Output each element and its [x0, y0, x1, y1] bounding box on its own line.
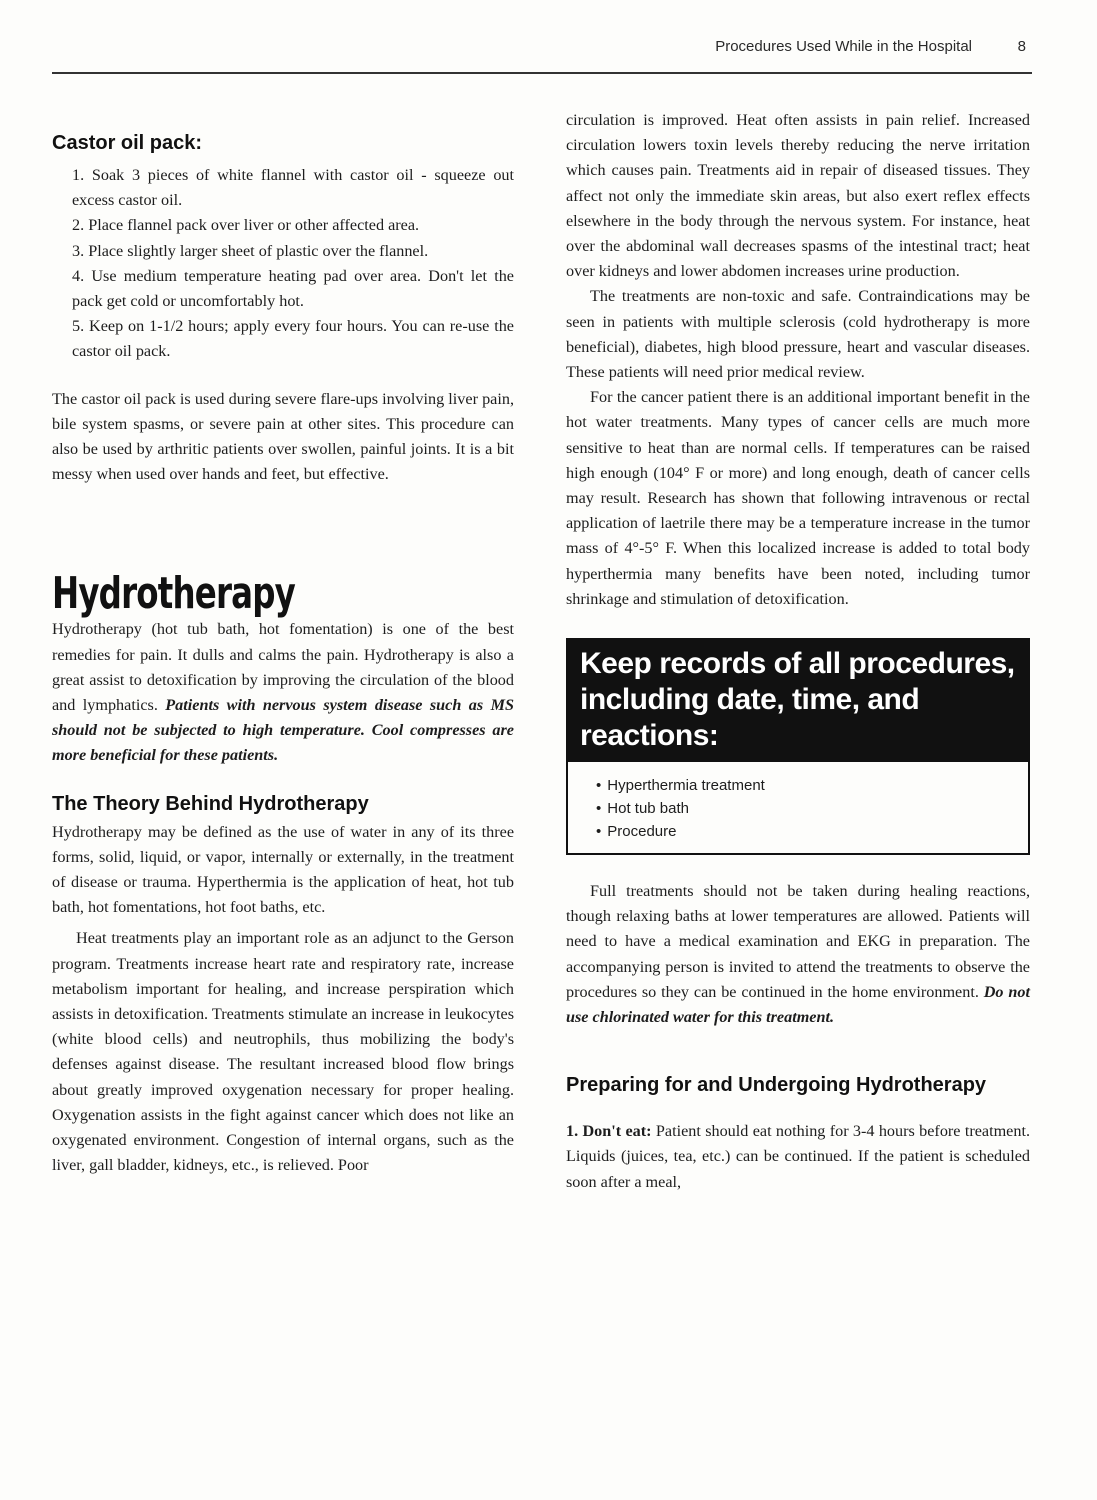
castor-step: 5. Keep on 1-1/2 hours; apply every four hours. You can re-use the castor oil pack. — [72, 317, 514, 361]
full-treatment-text: Full treatments should not be taken during healing reactions, though relaxing baths at lower temperatures are allowed. Patients will need to have a medical examination and EKG in preparation. The accompanying person is invited to attend the treatments to observe the procedures so they can be continued in the home environment. — [566, 882, 1030, 1001]
page-number: 8 — [1017, 38, 1026, 55]
castor-steps — [52, 163, 514, 365]
hydrotherapy-heading: Hydrotherapy — [52, 568, 296, 620]
callout-title: Keep records of all procedures, including date, time, and reactions: — [568, 640, 1028, 762]
safety-paragraph: The treatments are non-toxic and safe. Contraindications may be seen in patients with multiple sclerosis (cold hydrotherapy is more beneficial), diabetes, high blood pressure, heart and vascular diseases. These patients will need prior medical review. — [566, 287, 1030, 382]
castor-paragraph: The castor oil pack is used during severe flare-ups involving liver pain, bile system spasms, or severe pain at other sites. This procedure can also be used by arthritic patients over swollen, painful joints. It is a bit messy when used over hands and feet, but effective. — [52, 389, 514, 484]
callout-item: • Procedure — [596, 820, 1028, 843]
records-callout — [566, 638, 1030, 855]
callout-item: • Hyperthermia treatment — [596, 774, 1028, 797]
intro-warning: Patients with nervous system disease such as MS should not be subjected to high temperature. Cool compresses are more beneficial for these patients. — [52, 696, 514, 765]
left-column — [52, 96, 514, 1179]
castor-step: 4. Use medium temperature heating pad over area. Don't let the pack get cold or uncomfortably hot. — [72, 266, 514, 311]
callout-item: • Hot tub bath — [596, 797, 1028, 820]
hydrotherapy-section — [52, 568, 514, 1178]
castor-step: 1. Soak 3 pieces of white flannel with castor oil - squeeze out excess castor oil. — [72, 166, 514, 210]
castor-step: 2. Place flannel pack over liver or other affected area. — [72, 216, 420, 235]
prep-step-1 — [566, 1119, 1030, 1195]
header-title: Procedures Used While in the Hospital — [715, 38, 972, 55]
hydrotherapy-intro — [52, 617, 514, 768]
callout-list — [568, 762, 1028, 853]
header-rule — [52, 72, 1032, 74]
prep-heading: Preparing for and Undergoing Hydrotherapy — [566, 1074, 987, 1097]
theory-paragraph-2: Heat treatments play an important role as an adjunct to the Gerson program. Treatments increase heart rate and respiratory rate, increase metabolism important for healing, and increase perspiration which assists in detoxification. Treatments stimulate an increase in leukocytes (white blood cells) and neutrophils, thus mobilizing the body's defenses against disease. The resultant increased blood flow brings about greatly improved oxygenation necessary for proper healing. Oxygenation assists in the fight against cancer which does not like an oxygenated environment. Congestion of internal organs, such as the liver, gall bladder, kidneys, etc., is relieved. Poor — [52, 929, 514, 1175]
chlorinated-warning: Do not use chlorinated water for this treatment. — [566, 982, 1030, 1027]
castor-heading: Castor oil pack: — [52, 132, 203, 154]
right-column — [566, 96, 1030, 1195]
running-header — [52, 38, 1032, 60]
theory-paragraph-1: Hydrotherapy may be defined as the use of water in any of its three forms, solid, liquid, or vapor, internally or externally, in the treatment of disease or trauma. Hyperthermia is the application of heat, hot tub bath, hot fomentations, hot foot baths, etc. — [52, 822, 514, 917]
castor-step: 3. Place slightly larger sheet of plastic over the flannel. — [72, 241, 429, 260]
cancer-paragraph: For the cancer patient there is an additional important benefit in the hot water treatments. Many types of cancer cells are much more sensitive to heat than are normal cells. If temperatures can be raised high enough (104° F or more) and long enough, death of cancer cells may result. Research has shown that following intravenous or rectal application of laetrile there may be a temperature increase in the tumor mass of 4°-5° F. When this localized increase is added to total body hyperthermia many benefits have been noted, including tumor shrinkage and stimulation of detoxification. — [566, 388, 1030, 608]
prep-step-1-label: 1. Don't eat: — [566, 1122, 652, 1141]
intro-text: Hydrotherapy (hot tub bath, hot fomentation) is one of the best remedies for pain. It dulls and calms the pain. Hydrotherapy is also a great assist to detoxification by improving the circulation of the blood and lymphatics. — [52, 620, 514, 715]
circulation-paragraph: circulation is improved. Heat often assists in pain relief. Increased circulation lowers toxin levels thereby reducing the nerve irritation which causes pain. Treatments aid in repair of diseased tissues. They affect not only the immediate skin areas, but also exert reflex effects elsewhere in the body through the nervous system. For instance, heat over the abdominal wall decreases spasms of the intestinal tract; heat over kidneys and lower abdomen increases urine production. — [566, 111, 1030, 281]
theory-heading: The Theory Behind Hydrotherapy — [52, 792, 369, 815]
prep-step-1-text: Patient should eat nothing for 3-4 hours before treatment. Liquids (juices, tea, etc.) can be continued. If the patient is scheduled soon after a meal, — [566, 1122, 1030, 1191]
full-treatment-paragraph — [566, 879, 1030, 1030]
